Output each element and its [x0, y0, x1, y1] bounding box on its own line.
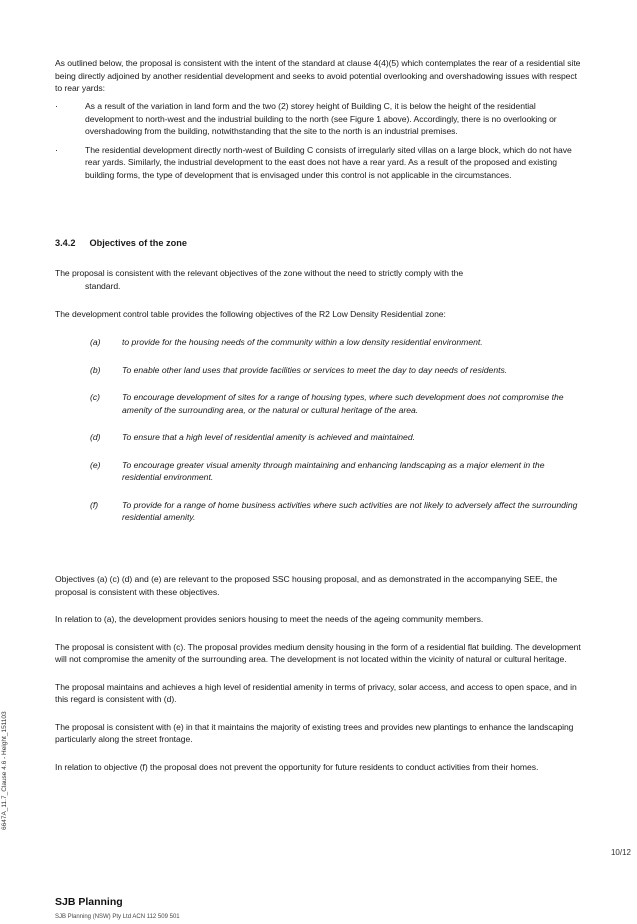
objective-item [90, 336, 585, 349]
section-number: 3.4.2 [55, 238, 76, 248]
objective-text: To ensure that a high level of residential amenity is achieved and maintained. [122, 432, 416, 442]
objective-item [90, 364, 585, 377]
discussion-paragraphs [55, 573, 585, 788]
bullet-item [55, 144, 585, 182]
lead-line: The proposal is consistent with the relevant objectives of the zone without the need to strictly comply with the [55, 268, 464, 278]
footer-company-details: SJB Planning (NSW) Pty Ltd ACN 112 509 501 [55, 914, 180, 920]
objective-marker: (c) [90, 392, 101, 402]
lead-line: standard. [85, 280, 121, 291]
objective-item [90, 459, 585, 484]
section-heading [55, 238, 187, 248]
paragraph: The proposal is consistent with (e) in that it maintains the majority of existing trees and provides new plantings to enhance the landscaping particularly along the street frontage. [55, 721, 574, 744]
intro-paragraph: As outlined below, the proposal is consistent with the intent of the standard at clause 4(4)(5) which contemplates the rear of a residential site being directly adjoined by another residential development and seeks to avoid potential overlooking and overshadowing issues with respect to rear yards: [55, 58, 581, 93]
objective-marker: (b) [90, 364, 101, 375]
objective-text: to provide for the housing needs of the community within a low density residential environment. [122, 337, 483, 347]
objective-item [90, 499, 585, 524]
objective-marker: (f) [90, 499, 99, 510]
paragraph: Objectives (a) (c) (d) and (e) are relevant to the proposed SSC housing proposal, and as demonstrated in the accompanying SEE, the proposal is consistent with these objectives. [55, 574, 558, 597]
objective-text: To encourage greater visual amenity through maintaining and enhancing landscaping as a major element in the residential environment. [122, 459, 545, 482]
brand-name: SJB Planning [55, 896, 123, 908]
bullet-item [55, 100, 585, 138]
document-reference: 6647A_11.7_Clause 4.6 - Height_151103 [1, 711, 8, 830]
objective-text: To provide for a range of home business activities where such activities are not likely to adversely affect the surrounding residential amenity. [122, 499, 578, 522]
paragraph: In relation to (a), the development provides seniors housing to meet the needs of the ageing community members. [55, 614, 484, 624]
paragraph: The proposal is consistent with (c). The proposal provides medium density housing in the form of a residential flat building. The development will not compromise the amenity of the surrounding area. The development is not located within the vicinity of natural or cultural heritage. [55, 641, 581, 664]
objective-marker: (d) [90, 432, 101, 442]
bullet-text: As a result of the variation in land form and the two (2) storey height of Building C, it is below the height of the residential development to north-west and the industrial building to the north (see Figure 1 above). Accordingly, there is no overlooking or overshadowing from the building, notwithstanding that the site to the north is an industrial premises. [85, 101, 557, 136]
paragraph: The proposal maintains and achieves a high level of residential amenity in terms of privacy, solar access, and access to open space, and in this regard is consistent with (d). [55, 681, 577, 704]
objective-text: To enable other land uses that provide facilities or services to meet the day to day needs of residents. [122, 364, 508, 375]
objective-text: To encourage development of sites for a range of housing types, where such development does not compromise the amenity of the surrounding area, or the natural or cultural heritage of the area. [122, 392, 564, 415]
objective-item [90, 431, 585, 444]
bullet-marker: · [55, 144, 58, 155]
section-title: Objectives of the zone [89, 238, 187, 248]
page-number: 10/12 [610, 848, 631, 857]
objective-marker: (e) [90, 459, 101, 470]
objectives-list [90, 336, 585, 539]
bullet-marker: · [55, 101, 58, 111]
lead-paragraph [55, 267, 585, 292]
bullet-text: The residential development directly north-west of Building C consists of irregularly sited villas on a large block, which do not have rear yards. Similarly, the industrial development to the east does not have a rear yard. As a result of the proposed and existing building forms, the type of development that is envisaged under this control is not applicable in the circumstances. [85, 144, 572, 180]
objective-item [90, 391, 585, 416]
bullet-list [55, 100, 585, 187]
paragraph: In relation to objective (f) the proposal does not prevent the opportunity for future residents to conduct activities from their homes. [55, 761, 539, 772]
objectives-intro: The development control table provides the following objectives of the R2 Low Density Residential zone: [55, 309, 446, 319]
objective-marker: (a) [90, 337, 101, 347]
